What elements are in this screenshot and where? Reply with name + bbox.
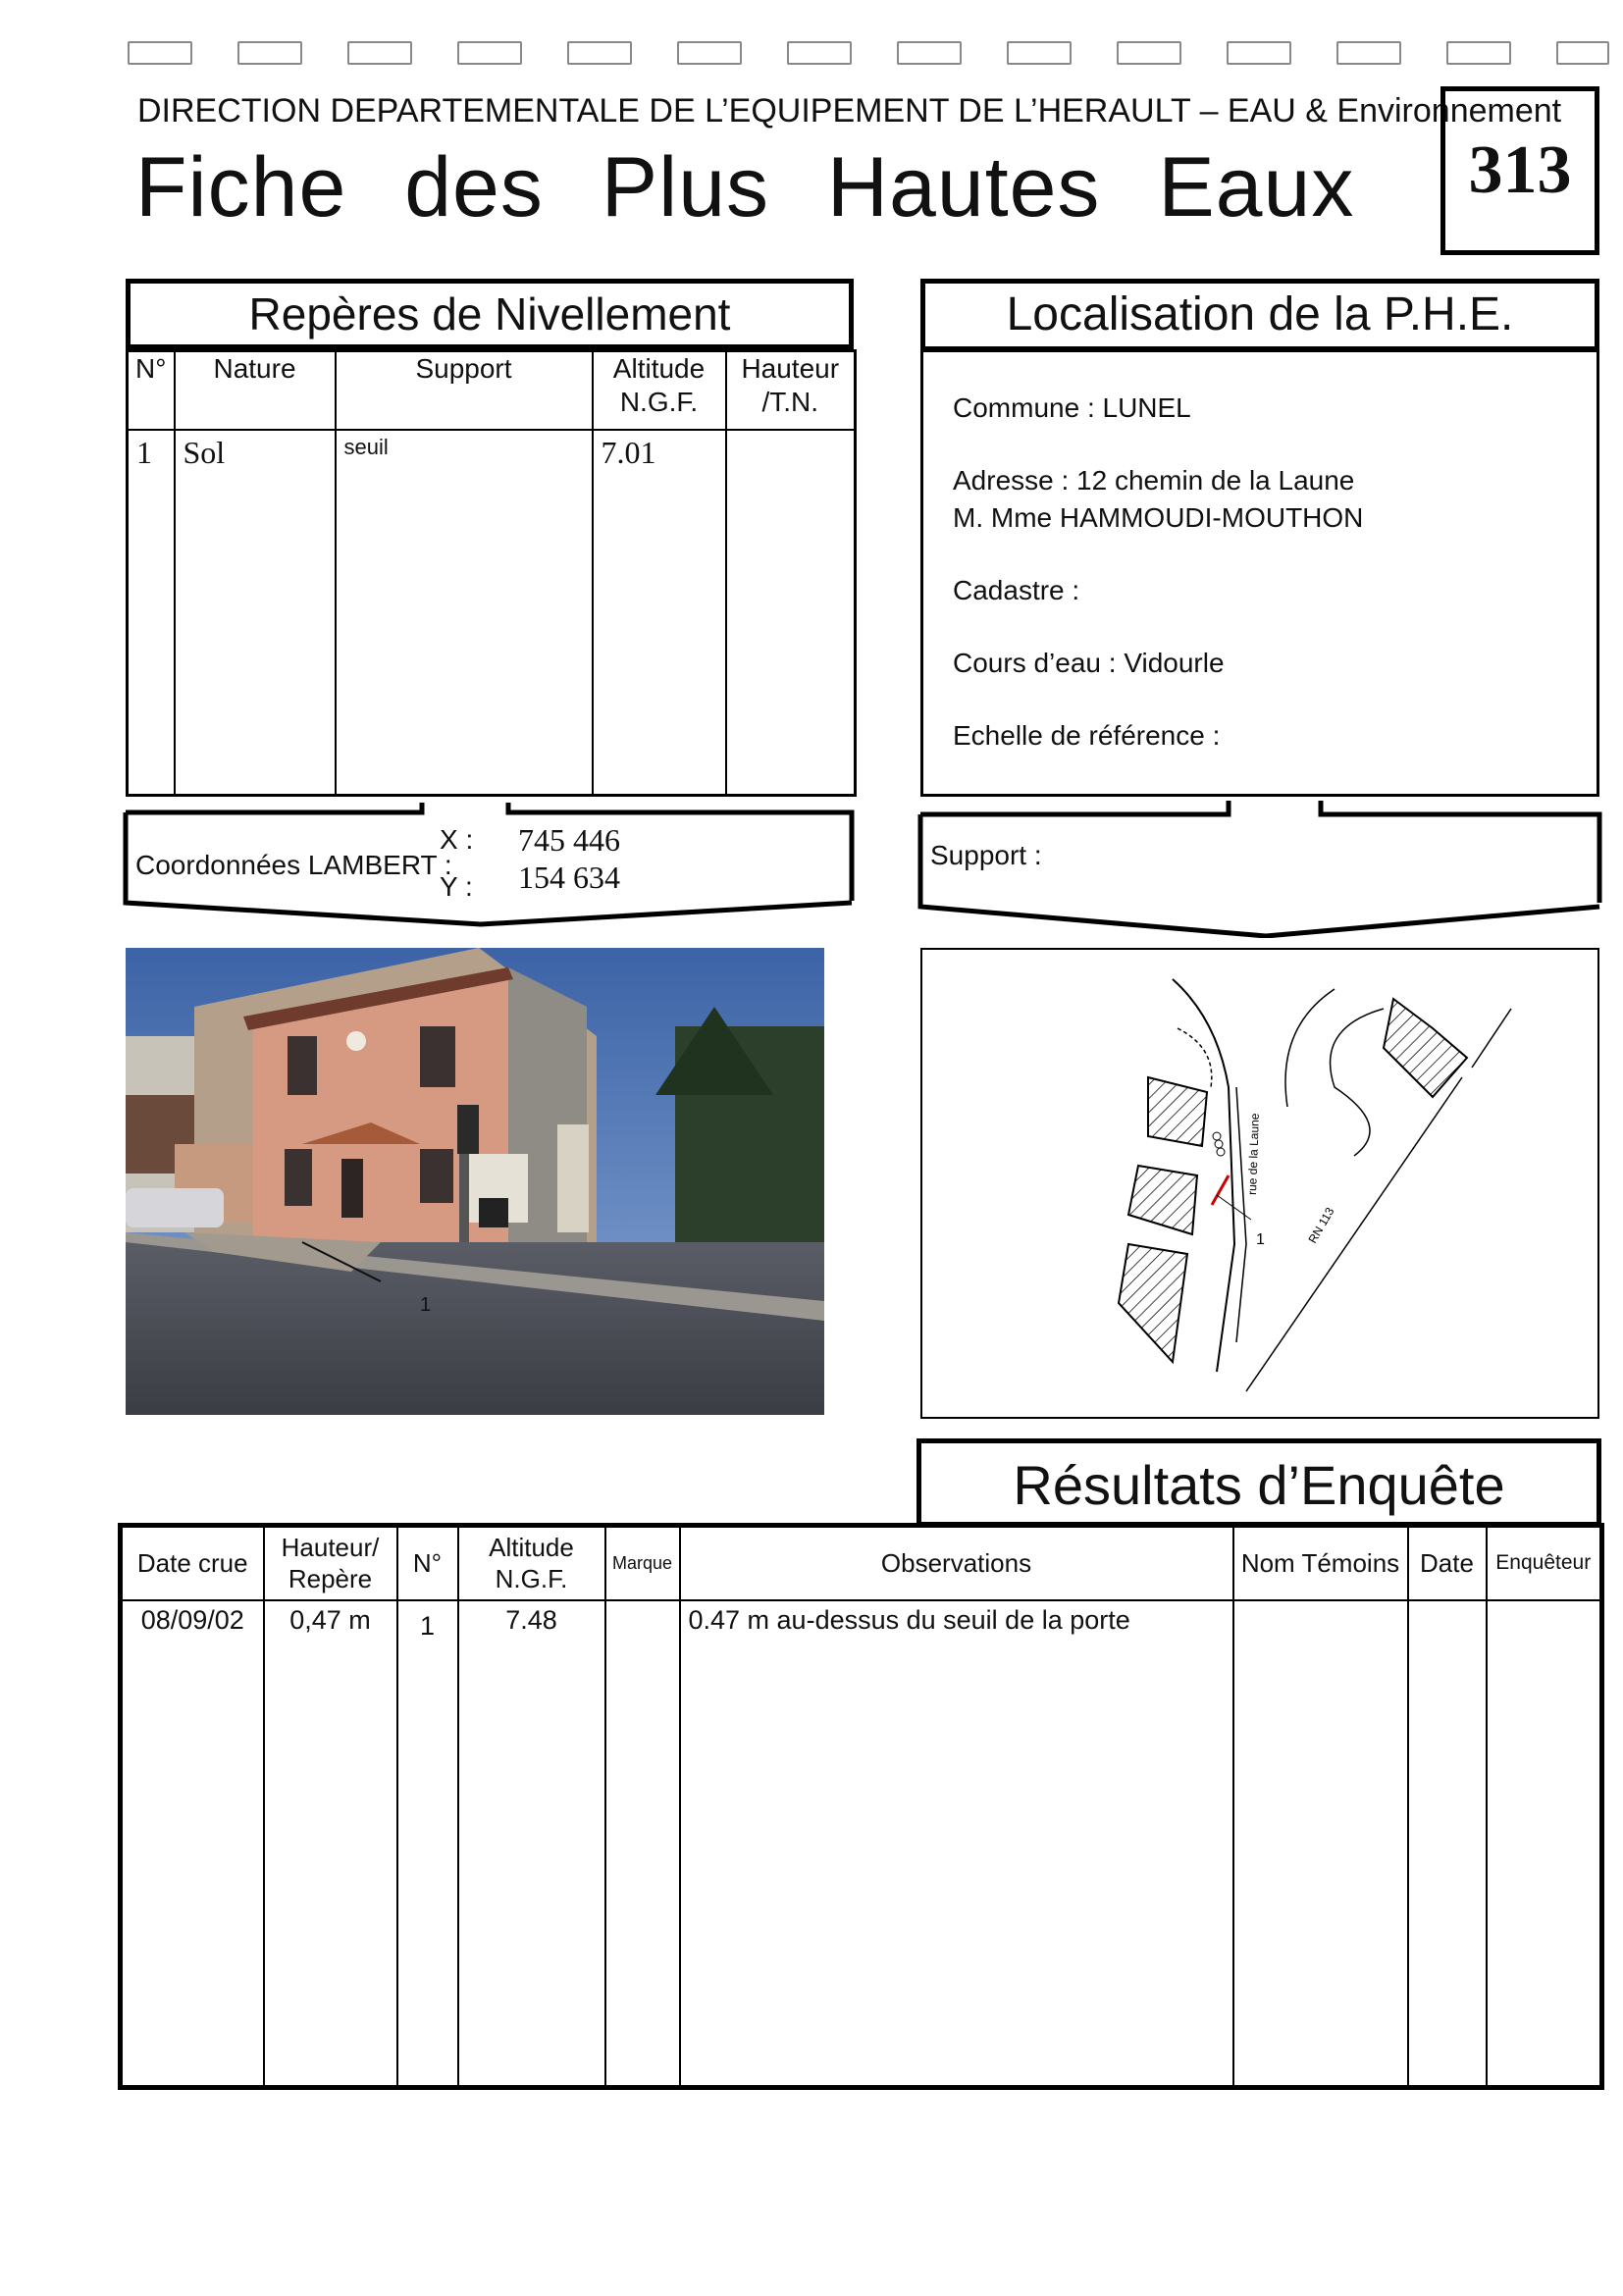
col-altitude: Altitude N.G.F. bbox=[458, 1526, 605, 1600]
col-observations: Observations bbox=[680, 1526, 1233, 1600]
fiche-number-box bbox=[1440, 86, 1599, 255]
col-num: N° bbox=[397, 1526, 458, 1600]
res-date bbox=[1408, 1600, 1487, 2088]
commune: Commune : LUNEL bbox=[953, 392, 1191, 423]
plan-street-rn113: RN 113 bbox=[1305, 1205, 1337, 1246]
organisation-header: DIRECTION DEPARTEMENTALE DE L’EQUIPEMENT DE L’HERAULT – EAU & Environnement bbox=[137, 92, 1562, 130]
repere-nature: Sol bbox=[175, 430, 336, 796]
plan-drawing bbox=[922, 950, 1597, 1417]
house-photo bbox=[126, 948, 824, 1415]
reperes-table bbox=[126, 349, 857, 797]
lambert-x-label: X : bbox=[440, 824, 474, 855]
repere-support: seuil bbox=[336, 430, 593, 796]
col-hauteur-repere: Hauteur/ Repère bbox=[264, 1526, 397, 1600]
photo-marker: 1 bbox=[420, 1294, 432, 1316]
col-marque: Marque bbox=[605, 1526, 680, 1600]
col-enqueteur: Enquêteur bbox=[1487, 1526, 1602, 1600]
table-row bbox=[128, 430, 856, 796]
lambert-y-value: 154 634 bbox=[518, 860, 620, 895]
reperes-title bbox=[126, 279, 854, 349]
localisation-title-text: Localisation de la P.H.E. bbox=[1006, 288, 1514, 340]
fiche-number: 313 bbox=[1468, 132, 1572, 208]
res-temoins bbox=[1233, 1600, 1408, 2088]
col-date: Date bbox=[1408, 1526, 1487, 1600]
adresse: Adresse : 12 chemin de la Laune bbox=[953, 465, 1355, 496]
col-support: Support bbox=[336, 351, 593, 430]
repere-num: 1 bbox=[128, 430, 175, 796]
plan-marker: 1 bbox=[1256, 1231, 1265, 1248]
lambert-y-label: Y : bbox=[440, 871, 473, 902]
cadastre: Cadastre : bbox=[953, 575, 1080, 605]
location-plan bbox=[920, 948, 1599, 1419]
localisation-box bbox=[920, 349, 1599, 797]
col-date-crue: Date crue bbox=[121, 1526, 264, 1600]
lambert-x-value: 745 446 bbox=[518, 822, 620, 858]
repere-hauteur bbox=[726, 430, 856, 796]
localisation-title bbox=[920, 279, 1599, 351]
table-row bbox=[121, 1600, 1602, 2088]
res-observations: 0.47 m au-dessus du seuil de la porte bbox=[680, 1600, 1233, 2088]
repere-altitude: 7.01 bbox=[593, 430, 726, 796]
echelle-reference: Echelle de référence : bbox=[953, 720, 1221, 751]
res-num: 1 bbox=[397, 1600, 458, 2088]
col-num: N° bbox=[128, 351, 175, 430]
cours-eau: Cours d’eau : Vidourle bbox=[953, 648, 1225, 678]
res-enqueteur bbox=[1487, 1600, 1602, 2088]
page-title: Fiche des Plus Hautes Eaux bbox=[135, 140, 1355, 235]
res-altitude: 7.48 bbox=[458, 1600, 605, 2088]
col-hauteur: Hauteur /T.N. bbox=[726, 351, 856, 430]
lambert-label: Coordonnées LAMBERT : bbox=[135, 850, 452, 880]
res-marque bbox=[605, 1600, 680, 2088]
res-hauteur: 0,47 m bbox=[264, 1600, 397, 2088]
resultats-table bbox=[118, 1523, 1604, 2090]
reperes-title-text: Repères de Nivellement bbox=[248, 288, 731, 339]
proprietaire: M. Mme HAMMOUDI-MOUTHON bbox=[953, 502, 1364, 533]
plan-street-laune: rue de la Laune bbox=[1245, 1113, 1262, 1196]
res-date-crue: 08/09/02 bbox=[121, 1600, 264, 2088]
resultats-title bbox=[916, 1438, 1601, 1527]
resultats-title-text: Résultats d’Enquête bbox=[1013, 1454, 1505, 1516]
col-nature: Nature bbox=[175, 351, 336, 430]
support-label: Support : bbox=[930, 840, 1042, 870]
col-altitude: Altitude N.G.F. bbox=[593, 351, 726, 430]
col-temoins: Nom Témoins bbox=[1233, 1526, 1408, 1600]
